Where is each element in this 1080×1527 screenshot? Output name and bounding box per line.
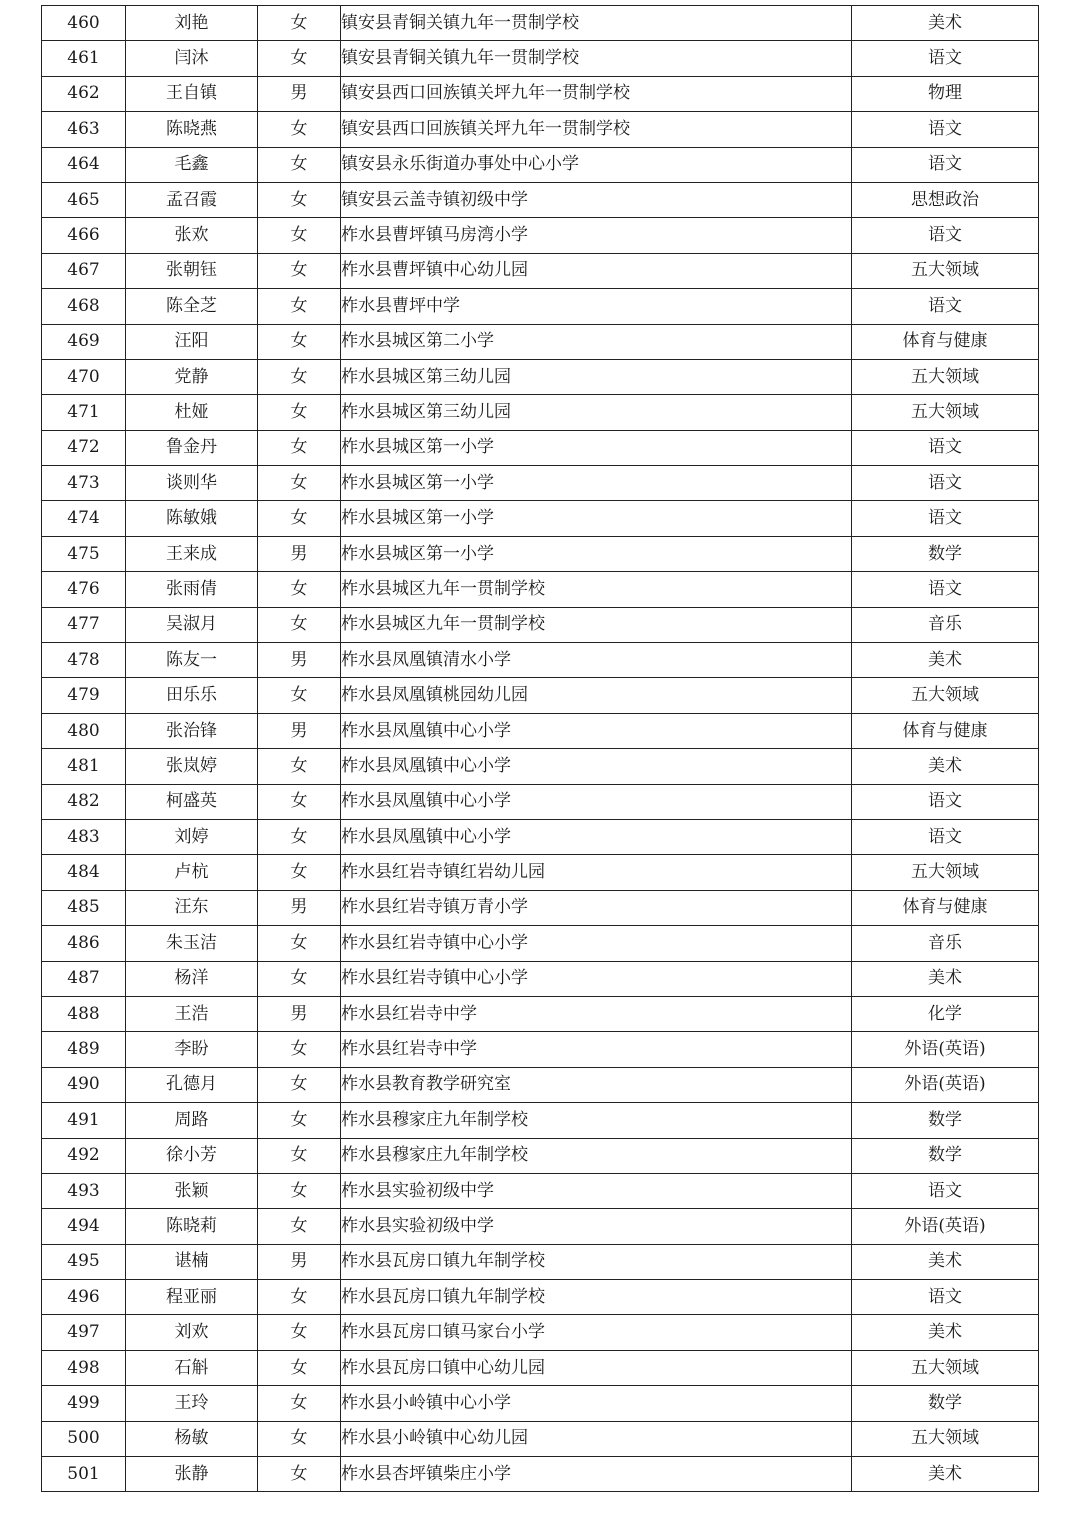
row-number-cell: 484	[42, 855, 126, 890]
name-cell: 张雨倩	[126, 572, 258, 607]
row-number-cell: 462	[42, 76, 126, 111]
gender-cell: 女	[258, 1421, 341, 1456]
table-row	[42, 572, 1039, 607]
table-row	[42, 713, 1039, 748]
gender-cell: 男	[258, 1244, 341, 1279]
table-row	[42, 819, 1039, 854]
name-cell: 周路	[126, 1103, 258, 1138]
school-cell: 柞水县凤凰镇清水小学	[341, 643, 852, 678]
table-row	[42, 1386, 1039, 1421]
name-cell: 陈全芝	[126, 289, 258, 324]
row-number-cell: 471	[42, 395, 126, 430]
school-cell: 柞水县城区第三幼儿园	[341, 359, 852, 394]
subject-cell: 语文	[852, 147, 1039, 182]
table-row	[42, 76, 1039, 111]
name-cell: 谈则华	[126, 466, 258, 501]
subject-cell: 体育与健康	[852, 324, 1039, 359]
school-cell: 柞水县城区九年一贯制学校	[341, 607, 852, 642]
row-number-cell: 482	[42, 784, 126, 819]
row-number-cell: 490	[42, 1067, 126, 1102]
subject-cell: 美术	[852, 1315, 1039, 1350]
school-cell: 柞水县凤凰镇中心小学	[341, 819, 852, 854]
school-cell: 柞水县城区第二小学	[341, 324, 852, 359]
name-cell: 杜娅	[126, 395, 258, 430]
school-cell: 柞水县凤凰镇中心小学	[341, 784, 852, 819]
row-number-cell: 464	[42, 147, 126, 182]
gender-cell: 女	[258, 218, 341, 253]
gender-cell: 女	[258, 112, 341, 147]
subject-cell: 外语(英语)	[852, 1209, 1039, 1244]
roster-body	[42, 6, 1039, 1492]
name-cell: 王自镇	[126, 76, 258, 111]
subject-cell: 美术	[852, 1244, 1039, 1279]
gender-cell: 女	[258, 1209, 341, 1244]
row-number-cell: 467	[42, 253, 126, 288]
row-number-cell: 477	[42, 607, 126, 642]
subject-cell: 语文	[852, 289, 1039, 324]
name-cell: 王来成	[126, 536, 258, 571]
school-cell: 柞水县曹坪镇马房湾小学	[341, 218, 852, 253]
row-number-cell: 479	[42, 678, 126, 713]
table-row	[42, 6, 1039, 41]
subject-cell: 语文	[852, 572, 1039, 607]
subject-cell: 外语(英语)	[852, 1067, 1039, 1102]
table-row	[42, 324, 1039, 359]
subject-cell: 五大领域	[852, 855, 1039, 890]
gender-cell: 女	[258, 855, 341, 890]
gender-cell: 女	[258, 572, 341, 607]
table-row	[42, 1138, 1039, 1173]
subject-cell: 五大领域	[852, 395, 1039, 430]
gender-cell: 女	[258, 926, 341, 961]
subject-cell: 数学	[852, 1103, 1039, 1138]
table-row	[42, 1032, 1039, 1067]
row-number-cell: 474	[42, 501, 126, 536]
table-row	[42, 536, 1039, 571]
gender-cell: 男	[258, 996, 341, 1031]
row-number-cell: 475	[42, 536, 126, 571]
table-row	[42, 926, 1039, 961]
row-number-cell: 480	[42, 713, 126, 748]
row-number-cell: 463	[42, 112, 126, 147]
gender-cell: 女	[258, 1315, 341, 1350]
subject-cell: 美术	[852, 6, 1039, 41]
name-cell: 陈敏娥	[126, 501, 258, 536]
row-number-cell: 461	[42, 41, 126, 76]
school-cell: 柞水县瓦房口镇中心幼儿园	[341, 1350, 852, 1385]
name-cell: 朱玉洁	[126, 926, 258, 961]
subject-cell: 数学	[852, 1138, 1039, 1173]
name-cell: 杨洋	[126, 961, 258, 996]
school-cell: 柞水县曹坪镇中心幼儿园	[341, 253, 852, 288]
row-number-cell: 469	[42, 324, 126, 359]
row-number-cell: 487	[42, 961, 126, 996]
row-number-cell: 472	[42, 430, 126, 465]
subject-cell: 音乐	[852, 607, 1039, 642]
row-number-cell: 473	[42, 466, 126, 501]
name-cell: 张岚婷	[126, 749, 258, 784]
name-cell: 闫沐	[126, 41, 258, 76]
school-cell: 柞水县红岩寺镇万青小学	[341, 890, 852, 925]
row-number-cell: 476	[42, 572, 126, 607]
school-cell: 柞水县穆家庄九年制学校	[341, 1103, 852, 1138]
gender-cell: 男	[258, 76, 341, 111]
school-cell: 镇安县青铜关镇九年一贯制学校	[341, 6, 852, 41]
row-number-cell: 494	[42, 1209, 126, 1244]
subject-cell: 体育与健康	[852, 713, 1039, 748]
name-cell: 杨敏	[126, 1421, 258, 1456]
gender-cell: 女	[258, 147, 341, 182]
gender-cell: 女	[258, 678, 341, 713]
subject-cell: 语文	[852, 430, 1039, 465]
table-row	[42, 1103, 1039, 1138]
subject-cell: 美术	[852, 961, 1039, 996]
gender-cell: 女	[258, 1386, 341, 1421]
school-cell: 镇安县永乐街道办事处中心小学	[341, 147, 852, 182]
table-row	[42, 784, 1039, 819]
row-number-cell: 489	[42, 1032, 126, 1067]
school-cell: 柞水县教育教学研究室	[341, 1067, 852, 1102]
gender-cell: 女	[258, 784, 341, 819]
school-cell: 柞水县城区第三幼儿园	[341, 395, 852, 430]
name-cell: 张治锋	[126, 713, 258, 748]
subject-cell: 五大领域	[852, 678, 1039, 713]
gender-cell: 女	[258, 430, 341, 465]
school-cell: 镇安县云盖寺镇初级中学	[341, 182, 852, 217]
subject-cell: 五大领域	[852, 359, 1039, 394]
name-cell: 陈晓莉	[126, 1209, 258, 1244]
table-row	[42, 41, 1039, 76]
school-cell: 柞水县凤凰镇桃园幼儿园	[341, 678, 852, 713]
subject-cell: 美术	[852, 643, 1039, 678]
name-cell: 王浩	[126, 996, 258, 1031]
name-cell: 孟召霞	[126, 182, 258, 217]
subject-cell: 音乐	[852, 926, 1039, 961]
row-number-cell: 465	[42, 182, 126, 217]
gender-cell: 女	[258, 501, 341, 536]
gender-cell: 女	[258, 324, 341, 359]
school-cell: 柞水县城区第一小学	[341, 536, 852, 571]
row-number-cell: 498	[42, 1350, 126, 1385]
subject-cell: 语文	[852, 218, 1039, 253]
subject-cell: 美术	[852, 1457, 1039, 1492]
school-cell: 柞水县瓦房口镇马家台小学	[341, 1315, 852, 1350]
name-cell: 吴淑月	[126, 607, 258, 642]
name-cell: 王玲	[126, 1386, 258, 1421]
gender-cell: 女	[258, 1138, 341, 1173]
gender-cell: 男	[258, 713, 341, 748]
table-row	[42, 289, 1039, 324]
name-cell: 毛鑫	[126, 147, 258, 182]
name-cell: 田乐乐	[126, 678, 258, 713]
subject-cell: 物理	[852, 76, 1039, 111]
table-row	[42, 749, 1039, 784]
gender-cell: 男	[258, 890, 341, 925]
gender-cell: 男	[258, 643, 341, 678]
subject-cell: 语文	[852, 112, 1039, 147]
table-row	[42, 1244, 1039, 1279]
school-cell: 柞水县穆家庄九年制学校	[341, 1138, 852, 1173]
gender-cell: 女	[258, 182, 341, 217]
subject-cell: 语文	[852, 819, 1039, 854]
subject-cell: 语文	[852, 784, 1039, 819]
name-cell: 汪东	[126, 890, 258, 925]
table-row	[42, 1421, 1039, 1456]
table-row	[42, 1280, 1039, 1315]
subject-cell: 五大领域	[852, 1421, 1039, 1456]
table-row	[42, 1457, 1039, 1492]
school-cell: 柞水县红岩寺中学	[341, 1032, 852, 1067]
gender-cell: 女	[258, 1457, 341, 1492]
gender-cell: 女	[258, 819, 341, 854]
gender-cell: 女	[258, 607, 341, 642]
name-cell: 陈晓燕	[126, 112, 258, 147]
table-row	[42, 253, 1039, 288]
table-row	[42, 395, 1039, 430]
school-cell: 柞水县瓦房口镇九年制学校	[341, 1244, 852, 1279]
gender-cell: 女	[258, 1280, 341, 1315]
name-cell: 鲁金丹	[126, 430, 258, 465]
table-row	[42, 359, 1039, 394]
table-row	[42, 1067, 1039, 1102]
gender-cell: 女	[258, 395, 341, 430]
name-cell: 卢杭	[126, 855, 258, 890]
school-cell: 柞水县城区第一小学	[341, 430, 852, 465]
gender-cell: 女	[258, 1350, 341, 1385]
gender-cell: 女	[258, 1067, 341, 1102]
gender-cell: 女	[258, 359, 341, 394]
table-row	[42, 112, 1039, 147]
table-row	[42, 147, 1039, 182]
table-row	[42, 996, 1039, 1031]
name-cell: 张朝钰	[126, 253, 258, 288]
school-cell: 柞水县城区第一小学	[341, 466, 852, 501]
name-cell: 徐小芳	[126, 1138, 258, 1173]
school-cell: 柞水县红岩寺镇中心小学	[341, 926, 852, 961]
subject-cell: 五大领域	[852, 253, 1039, 288]
school-cell: 柞水县城区九年一贯制学校	[341, 572, 852, 607]
row-number-cell: 468	[42, 289, 126, 324]
name-cell: 张静	[126, 1457, 258, 1492]
gender-cell: 女	[258, 1173, 341, 1208]
subject-cell: 五大领域	[852, 1350, 1039, 1385]
table-row	[42, 430, 1039, 465]
subject-cell: 语文	[852, 501, 1039, 536]
row-number-cell: 470	[42, 359, 126, 394]
school-cell: 柞水县曹坪中学	[341, 289, 852, 324]
gender-cell: 女	[258, 466, 341, 501]
table-row	[42, 1315, 1039, 1350]
name-cell: 刘艳	[126, 6, 258, 41]
gender-cell: 女	[258, 289, 341, 324]
school-cell: 柞水县实验初级中学	[341, 1173, 852, 1208]
school-cell: 镇安县青铜关镇九年一贯制学校	[341, 41, 852, 76]
subject-cell: 数学	[852, 536, 1039, 571]
row-number-cell: 485	[42, 890, 126, 925]
subject-cell: 数学	[852, 1386, 1039, 1421]
school-cell: 柞水县城区第一小学	[341, 501, 852, 536]
subject-cell: 语文	[852, 1280, 1039, 1315]
school-cell: 柞水县红岩寺镇红岩幼儿园	[341, 855, 852, 890]
row-number-cell: 460	[42, 6, 126, 41]
table-row	[42, 466, 1039, 501]
row-number-cell: 497	[42, 1315, 126, 1350]
name-cell: 孔德月	[126, 1067, 258, 1102]
name-cell: 张颖	[126, 1173, 258, 1208]
school-cell: 柞水县小岭镇中心小学	[341, 1386, 852, 1421]
school-cell: 柞水县实验初级中学	[341, 1209, 852, 1244]
name-cell: 谌楠	[126, 1244, 258, 1279]
name-cell: 李盼	[126, 1032, 258, 1067]
gender-cell: 女	[258, 253, 341, 288]
subject-cell: 思想政治	[852, 182, 1039, 217]
school-cell: 柞水县凤凰镇中心小学	[341, 713, 852, 748]
table-row	[42, 643, 1039, 678]
table-row	[42, 890, 1039, 925]
name-cell: 党静	[126, 359, 258, 394]
name-cell: 刘婷	[126, 819, 258, 854]
subject-cell: 体育与健康	[852, 890, 1039, 925]
row-number-cell: 486	[42, 926, 126, 961]
gender-cell: 女	[258, 1103, 341, 1138]
table-row	[42, 678, 1039, 713]
table-row	[42, 501, 1039, 536]
school-cell: 柞水县杏坪镇柴庄小学	[341, 1457, 852, 1492]
school-cell: 镇安县西口回族镇关坪九年一贯制学校	[341, 76, 852, 111]
school-cell: 柞水县红岩寺镇中心小学	[341, 961, 852, 996]
roster-table	[41, 5, 1039, 1492]
name-cell: 石斛	[126, 1350, 258, 1385]
subject-cell: 美术	[852, 749, 1039, 784]
subject-cell: 语文	[852, 1173, 1039, 1208]
table-row	[42, 1350, 1039, 1385]
name-cell: 张欢	[126, 218, 258, 253]
row-number-cell: 491	[42, 1103, 126, 1138]
row-number-cell: 499	[42, 1386, 126, 1421]
subject-cell: 语文	[852, 41, 1039, 76]
table-row	[42, 1173, 1039, 1208]
table-row	[42, 961, 1039, 996]
subject-cell: 语文	[852, 466, 1039, 501]
name-cell: 陈友一	[126, 643, 258, 678]
row-number-cell: 478	[42, 643, 126, 678]
row-number-cell: 501	[42, 1457, 126, 1492]
table-row	[42, 218, 1039, 253]
school-cell: 镇安县西口回族镇关坪九年一贯制学校	[341, 112, 852, 147]
row-number-cell: 500	[42, 1421, 126, 1456]
row-number-cell: 495	[42, 1244, 126, 1279]
row-number-cell: 493	[42, 1173, 126, 1208]
school-cell: 柞水县凤凰镇中心小学	[341, 749, 852, 784]
row-number-cell: 488	[42, 996, 126, 1031]
name-cell: 刘欢	[126, 1315, 258, 1350]
school-cell: 柞水县瓦房口镇九年制学校	[341, 1280, 852, 1315]
row-number-cell: 466	[42, 218, 126, 253]
name-cell: 程亚丽	[126, 1280, 258, 1315]
row-number-cell: 481	[42, 749, 126, 784]
gender-cell: 女	[258, 6, 341, 41]
gender-cell: 女	[258, 961, 341, 996]
table-row	[42, 607, 1039, 642]
name-cell: 柯盛英	[126, 784, 258, 819]
gender-cell: 女	[258, 749, 341, 784]
name-cell: 汪阳	[126, 324, 258, 359]
row-number-cell: 492	[42, 1138, 126, 1173]
table-row	[42, 182, 1039, 217]
gender-cell: 男	[258, 536, 341, 571]
school-cell: 柞水县小岭镇中心幼儿园	[341, 1421, 852, 1456]
row-number-cell: 483	[42, 819, 126, 854]
gender-cell: 女	[258, 1032, 341, 1067]
gender-cell: 女	[258, 41, 341, 76]
school-cell: 柞水县红岩寺中学	[341, 996, 852, 1031]
subject-cell: 外语(英语)	[852, 1032, 1039, 1067]
subject-cell: 化学	[852, 996, 1039, 1031]
row-number-cell: 496	[42, 1280, 126, 1315]
table-row	[42, 1209, 1039, 1244]
table-row	[42, 855, 1039, 890]
